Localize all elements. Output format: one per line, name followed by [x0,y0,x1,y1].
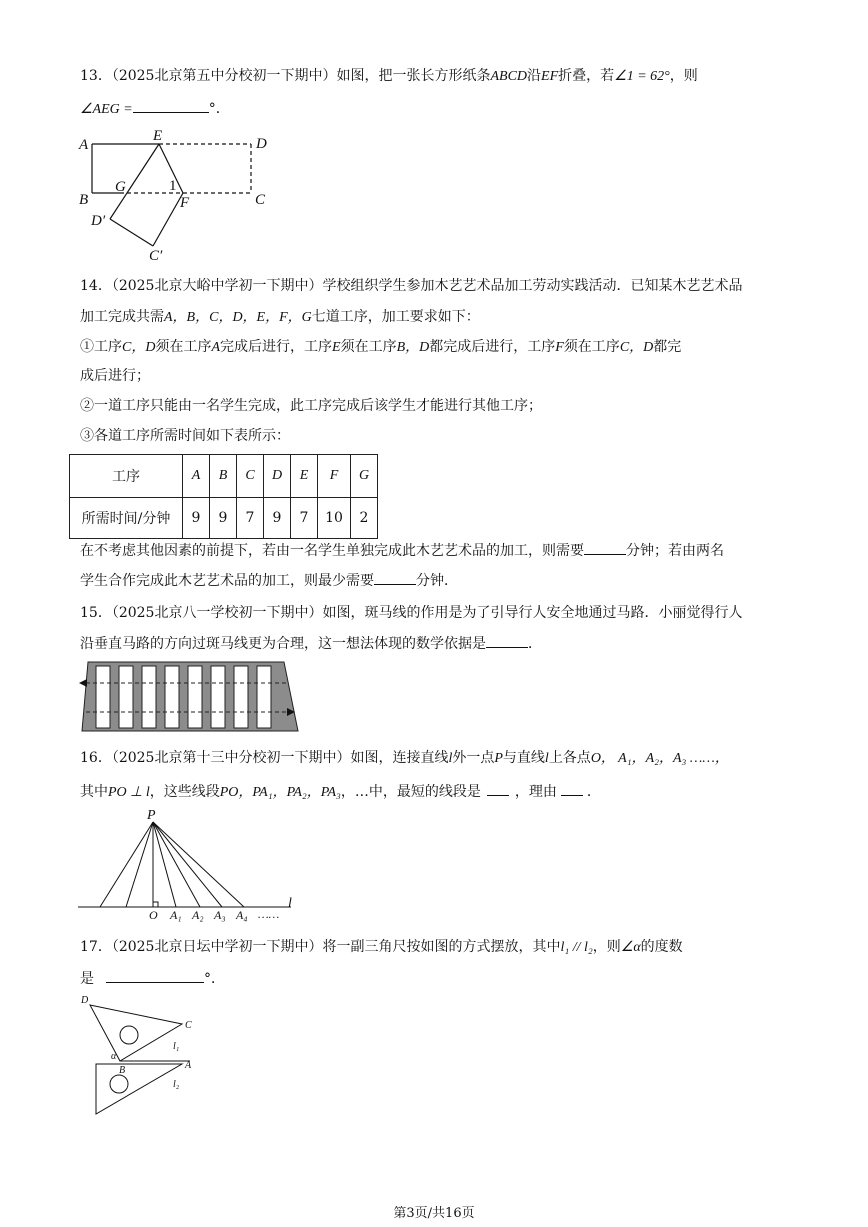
q13-figure [75,128,275,264]
q16-answer-blank-1[interactable] [487,781,509,796]
label-G: G [115,179,126,195]
label-D: D [256,136,267,152]
q16-line2: 其中PO ⊥ l，这些线段PO，PA₁，PA₂，PA₃，…中，最短的线段是 ，理由 ． [80,781,601,803]
label-A3: A₃ [214,908,226,922]
label-A4: A₄ [236,908,248,922]
label-A1: A₁ [170,908,182,922]
page-footer: 第3页/共16页 [393,1206,475,1221]
q14-after2: 学生合作完成此木艺艺术品的加工，则最少需要 分钟． [80,570,458,591]
label-l2: l₂ [173,1079,180,1090]
q13-line1: 13．（2025北京第五中分校初一下期中）如图，把一张长方形纸条ABCD沿EF折叠，若∠1 = 62°，则 [80,68,698,84]
q14-answer-blank-1[interactable] [584,540,626,555]
q14-after1: 在不考虑其他因素的前提下，若由一名学生单独完成此木艺艺术品的加工，则需要 分钟；若由两名 [80,540,724,561]
label-dots: …… [258,907,280,921]
q15-line2: 沿垂直马路的方向过斑马线更为合理，这一想法体现的数学依据是 ． [80,633,542,654]
q13-answer-blank[interactable] [133,98,209,113]
label-Dp: D′ [91,213,106,229]
q14-source: （2025北京大峪中学初一下期中） [111,278,323,294]
label-alpha: α [111,1051,117,1062]
q16-figure [76,808,306,922]
q16-source: （2025北京第十三中分校初一下期中） [111,750,351,766]
q14-answer-blank-2[interactable] [374,570,416,585]
label-B: B [79,192,89,208]
q13-source: （2025北京第五中分校初一下期中） [111,68,337,84]
q17-number: 17． [80,939,112,955]
label-A: A [185,1060,192,1071]
label-l: l [288,896,292,911]
q14-time-table [69,454,378,539]
q17-line2: 是 °． [80,968,225,989]
q14-req3: ③各道工序所需时间如下表所示： [80,428,290,444]
q16-answer-blank-2[interactable] [561,781,583,796]
q15-line1: 15．（2025北京八一学校初一下期中）如图，斑马线的作用是为了引导行人安全地通过马路．小丽觉得行人 [80,605,743,621]
q14-req2: ②一道工序只能由一名学生完成，此工序完成后该学生才能进行其他工序； [80,398,542,414]
q14-req1: ①工序C，D须在工序A完成后进行，工序E须在工序B，D都完成后进行，工序F须在工序C，D都完 [80,339,682,355]
q16-line1: 16．（2025北京第十三中分校初一下期中）如图，连接直线l外一点P与直线l上各点O， A₁，A₂，A₃ ……， [80,750,729,766]
label-C: C [185,1020,192,1031]
table-header-row: 工序 A B C D E F G [70,455,378,498]
q17-answer-blank[interactable] [106,968,204,983]
q14-line2: 加工完成共需A，B，C，D，E，F，G七道工序，加工要求如下： [80,309,480,325]
q15-number: 15． [80,605,112,621]
q15-source: （2025北京八一学校初一下期中） [111,605,323,621]
label-O: O [149,908,158,922]
q13-number: 13． [80,68,112,84]
q17-line1: 17．（2025北京日坛中学初一下期中）将一副三角尺按如图的方式摆放，其中l₁ // l₂，则∠α的度数 [80,939,683,955]
q17-figure [76,993,206,1118]
q16-number: 16． [80,750,112,766]
label-D: D [81,995,89,1006]
q14-req1-cont: 成后进行； [80,368,150,384]
label-A2: A₂ [192,908,204,922]
q14-number: 14． [80,278,112,294]
label-B: B [119,1065,126,1076]
label-P: P [147,808,156,823]
q15-answer-blank[interactable] [486,633,528,648]
label-l1: l₁ [173,1041,180,1052]
q15-zebra-figure [76,658,306,738]
table-data-row: 所需时间/分钟 9 9 7 9 7 10 2 [70,498,378,539]
label-1: 1 [169,178,177,194]
label-F: F [180,195,190,211]
label-E: E [153,128,163,144]
label-Cp: C′ [149,248,163,264]
q14-line1: 14．（2025北京大峪中学初一下期中）学校组织学生参加木艺艺术品加工劳动实践活动．已知某木艺艺术品 [80,278,743,294]
q17-source: （2025北京日坛中学初一下期中） [111,939,323,955]
q13-line2: ∠AEG = °． [80,98,230,120]
label-C: C [255,192,266,208]
label-A: A [79,137,89,153]
